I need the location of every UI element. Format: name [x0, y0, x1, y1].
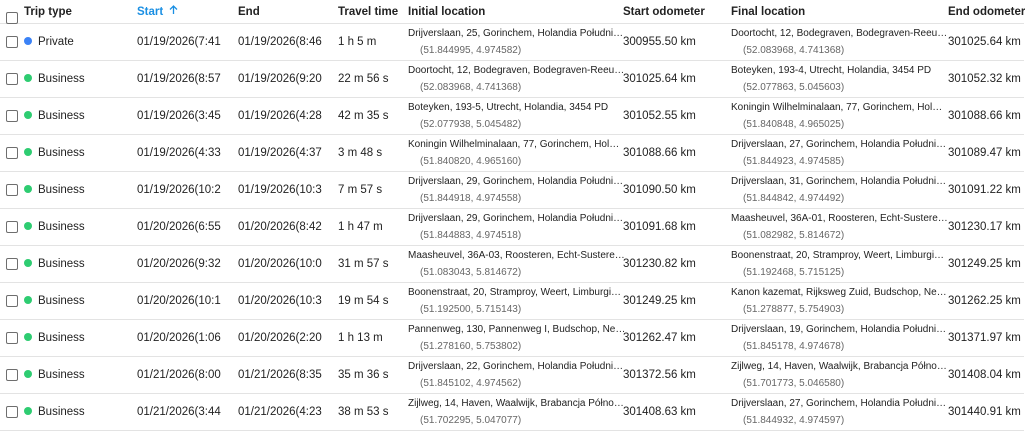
start-odometer: 301372.56 km	[623, 369, 696, 381]
end-odometer: 301025.64 km	[948, 36, 1021, 48]
end-odometer: 301371.97 km	[948, 332, 1021, 344]
end-time: 01/19/2026(9:20	[238, 73, 322, 85]
end-odometer: 301088.66 km	[948, 110, 1021, 122]
start-odometer: 301090.50 km	[623, 184, 696, 196]
trip-type-cell	[24, 246, 109, 282]
start-odometer: 301088.66 km	[623, 147, 696, 159]
final-coordinates: (52.077863, 5.045603)	[743, 82, 845, 93]
travel-time: 1 h 13 m	[338, 332, 383, 344]
start-time: 01/19/2026(3:45	[137, 110, 221, 122]
col-final-location[interactable]: Final location	[731, 6, 806, 18]
initial-coordinates: (51.844918, 4.974558)	[420, 193, 522, 204]
trip-type-dot-icon	[24, 407, 32, 415]
initial-address: Drijverslaan, 29, Gorinchem, Holandia Południ…	[408, 176, 624, 187]
initial-coordinates: (52.083968, 4.741368)	[420, 82, 522, 93]
travel-time: 1 h 5 m	[338, 36, 377, 48]
initial-location	[408, 24, 624, 60]
final-coordinates: (51.278877, 5.754903)	[743, 304, 845, 315]
final-coordinates: (51.845178, 4.974678)	[743, 341, 845, 352]
end-odometer: 301249.25 km	[948, 258, 1021, 270]
trip-type-dot-icon	[24, 259, 32, 267]
start-time: 01/19/2026(10:2	[137, 184, 221, 196]
final-location	[731, 320, 947, 356]
table-row[interactable]	[0, 135, 1024, 172]
end-time: 01/19/2026(10:3	[238, 184, 322, 196]
trip-type-cell	[24, 320, 109, 356]
final-address: Drijverslaan, 19, Gorinchem, Holandia Południ…	[731, 324, 947, 335]
end-odometer: 301262.25 km	[948, 295, 1021, 307]
initial-address: Drijverslaan, 29, Gorinchem, Holandia Południ…	[408, 213, 624, 224]
final-location	[731, 357, 947, 393]
table-row[interactable]	[0, 357, 1024, 394]
table-row[interactable]	[0, 320, 1024, 357]
trip-type-cell	[24, 61, 109, 97]
trip-type-cell	[24, 172, 109, 208]
end-odometer: 301230.17 km	[948, 221, 1021, 233]
end-time: 01/20/2026(10:0	[238, 258, 322, 270]
row-checkbox[interactable]	[6, 73, 18, 85]
travel-time: 38 m 53 s	[338, 406, 389, 418]
end-time: 01/21/2026(4:23	[238, 406, 322, 418]
initial-coordinates: (52.077938, 5.045482)	[420, 119, 522, 130]
trip-type-cell	[24, 135, 109, 171]
final-location	[731, 61, 932, 97]
col-trip-type[interactable]: Trip type	[24, 6, 72, 18]
trip-type-cell	[24, 283, 109, 319]
final-coordinates: (51.701773, 5.046580)	[743, 378, 845, 389]
final-location	[731, 394, 947, 430]
trip-type-label: Business	[38, 332, 85, 344]
col-travel-time[interactable]: Travel time	[338, 6, 399, 18]
final-address: Koningin Wilhelminalaan, 77, Gorinchem, Hol…	[731, 102, 943, 113]
initial-location	[408, 98, 608, 134]
row-checkbox[interactable]	[6, 147, 18, 159]
end-odometer: 301440.91 km	[948, 406, 1021, 418]
end-time: 01/20/2026(10:3	[238, 295, 322, 307]
final-location	[731, 24, 948, 60]
initial-address: Maasheuvel, 36A-03, Roosteren, Echt-Sustere…	[408, 250, 625, 261]
col-start-odometer[interactable]: Start odometer	[623, 6, 705, 18]
final-coordinates: (51.082982, 5.814672)	[743, 230, 845, 241]
initial-coordinates: (51.844995, 4.974582)	[420, 45, 522, 56]
trip-type-dot-icon	[24, 296, 32, 304]
initial-location	[408, 172, 624, 208]
final-address: Boteyken, 193-4, Utrecht, Holandia, 3454 PD	[731, 65, 932, 76]
final-coordinates: (51.840848, 4.965025)	[743, 119, 845, 130]
trip-type-label: Business	[38, 184, 85, 196]
final-location	[731, 135, 947, 171]
start-time: 01/19/2026(8:57	[137, 73, 221, 85]
trip-type-label: Business	[38, 221, 85, 233]
start-time: 01/20/2026(6:55	[137, 221, 221, 233]
end-odometer: 301091.22 km	[948, 184, 1021, 196]
travel-time: 31 m 57 s	[338, 258, 389, 270]
row-checkbox[interactable]	[6, 221, 18, 233]
initial-location	[408, 283, 622, 319]
initial-location	[408, 394, 624, 430]
table-row[interactable]	[0, 394, 1024, 431]
end-odometer: 301052.32 km	[948, 73, 1021, 85]
travel-time: 42 m 35 s	[338, 110, 389, 122]
trip-type-dot-icon	[24, 222, 32, 230]
row-checkbox[interactable]	[6, 110, 18, 122]
table-row[interactable]	[0, 98, 1024, 135]
trip-type-label: Business	[38, 295, 85, 307]
initial-location	[408, 246, 625, 282]
trip-type-dot-icon	[24, 370, 32, 378]
table-header	[0, 0, 1024, 24]
trip-type-cell	[24, 357, 109, 393]
travel-time: 35 m 36 s	[338, 369, 389, 381]
col-end-odometer[interactable]: End odometer	[948, 6, 1025, 18]
start-time: 01/20/2026(9:32	[137, 258, 221, 270]
col-initial-location[interactable]: Initial location	[408, 6, 486, 18]
final-coordinates: (51.192468, 5.715125)	[743, 267, 845, 278]
col-end[interactable]: End	[238, 6, 260, 18]
travel-time: 1 h 47 m	[338, 221, 383, 233]
row-checkbox[interactable]	[6, 406, 18, 418]
final-coordinates: (51.844842, 4.974492)	[743, 193, 845, 204]
end-time: 01/21/2026(8:35	[238, 369, 322, 381]
final-address: Zijlweg, 14, Haven, Waalwijk, Brabancja Półno…	[731, 361, 947, 372]
initial-coordinates: (51.083043, 5.814672)	[420, 267, 522, 278]
trip-type-cell	[24, 98, 109, 134]
initial-address: Boteyken, 193-5, Utrecht, Holandia, 3454 PD	[408, 102, 609, 113]
table-row[interactable]	[0, 172, 1024, 209]
arrow-up-icon	[169, 0, 178, 24]
final-location	[731, 209, 948, 245]
trip-type-cell	[24, 24, 109, 60]
end-time: 01/19/2026(8:46	[238, 36, 322, 48]
start-odometer: 301262.47 km	[623, 332, 696, 344]
initial-address: Drijverslaan, 22, Gorinchem, Holandia Południ…	[408, 361, 624, 372]
trip-type-label: Business	[38, 258, 85, 270]
initial-address: Drijverslaan, 25, Gorinchem, Holandia Południ…	[408, 28, 624, 39]
initial-location	[408, 320, 626, 356]
trip-type-label: Business	[38, 147, 85, 159]
final-coordinates: (52.083968, 4.741368)	[743, 45, 845, 56]
end-time: 01/19/2026(4:37	[238, 147, 322, 159]
initial-coordinates: (51.278160, 5.753802)	[420, 341, 522, 352]
final-address: Drijverslaan, 27, Gorinchem, Holandia Południ…	[731, 139, 947, 150]
start-odometer: 301249.25 km	[623, 295, 696, 307]
final-address: Drijverslaan, 31, Gorinchem, Holandia Południ…	[731, 176, 947, 187]
table-row[interactable]	[0, 209, 1024, 246]
trip-type-label: Business	[38, 369, 85, 381]
col-start[interactable]	[137, 0, 221, 23]
initial-coordinates: (51.702295, 5.047077)	[420, 415, 522, 426]
initial-location	[408, 61, 625, 97]
start-odometer: 300955.50 km	[623, 36, 696, 48]
trip-type-cell	[24, 394, 109, 430]
table-row[interactable]	[0, 61, 1024, 98]
travel-time: 19 m 54 s	[338, 295, 389, 307]
final-location	[731, 283, 947, 319]
trip-type-label: Business	[38, 73, 85, 85]
initial-location	[408, 135, 620, 171]
travel-time: 22 m 56 s	[338, 73, 389, 85]
initial-address: Boonenstraat, 20, Stramproy, Weert, Limburgi…	[408, 287, 622, 298]
row-checkbox[interactable]	[6, 184, 18, 196]
start-odometer: 301408.63 km	[623, 406, 696, 418]
start-time: 01/19/2026(4:33	[137, 147, 221, 159]
final-address: Kanon kazemat, Rijksweg Zuid, Budschop, Ne…	[731, 287, 947, 298]
initial-coordinates: (51.845102, 4.974562)	[420, 378, 522, 389]
select-all-checkbox[interactable]	[6, 12, 18, 24]
initial-location	[408, 357, 624, 393]
trip-type-label: Business	[38, 110, 85, 122]
end-odometer: 301089.47 km	[948, 147, 1021, 159]
row-checkbox[interactable]	[6, 369, 18, 381]
table-row[interactable]	[0, 246, 1024, 283]
final-address: Boonenstraat, 20, Stramproy, Weert, Limburgi…	[731, 250, 945, 261]
start-odometer: 301091.68 km	[623, 221, 696, 233]
table-row[interactable]	[0, 283, 1024, 320]
row-checkbox[interactable]	[6, 332, 18, 344]
initial-location	[408, 209, 624, 245]
row-checkbox[interactable]	[6, 258, 18, 270]
trip-type-dot-icon	[24, 37, 32, 45]
end-time: 01/20/2026(8:42	[238, 221, 322, 233]
start-odometer: 301230.82 km	[623, 258, 696, 270]
initial-address: Pannenweg, 130, Pannenweg I, Budschop, Ne…	[408, 324, 626, 335]
start-time: 01/19/2026(7:41	[137, 36, 221, 48]
final-address: Doortocht, 12, Bodegraven, Bodegraven-Reeu…	[731, 28, 948, 39]
trip-type-cell	[24, 209, 109, 245]
end-time: 01/20/2026(2:20	[238, 332, 322, 344]
initial-address: Koningin Wilhelminalaan, 77, Gorinchem, Hol…	[408, 139, 620, 150]
trip-type-dot-icon	[24, 333, 32, 341]
final-coordinates: (51.844923, 4.974585)	[743, 156, 845, 167]
final-location	[731, 98, 943, 134]
trip-type-dot-icon	[24, 148, 32, 156]
trip-type-label: Business	[38, 406, 85, 418]
start-time: 01/20/2026(1:06	[137, 332, 221, 344]
travel-time: 3 m 48 s	[338, 147, 383, 159]
end-time: 01/19/2026(4:28	[238, 110, 322, 122]
start-odometer: 301052.55 km	[623, 110, 696, 122]
initial-address: Zijlweg, 14, Haven, Waalwijk, Brabancja Półno…	[408, 398, 624, 409]
final-address: Drijverslaan, 27, Gorinchem, Holandia Południ…	[731, 398, 947, 409]
final-location	[731, 172, 947, 208]
end-odometer: 301408.04 km	[948, 369, 1021, 381]
final-address: Maasheuvel, 36A-01, Roosteren, Echt-Sustere…	[731, 213, 948, 224]
final-location	[731, 246, 945, 282]
row-checkbox[interactable]	[6, 295, 18, 307]
trip-type-dot-icon	[24, 185, 32, 193]
initial-coordinates: (51.844883, 4.974518)	[420, 230, 522, 241]
col-start-label: Start	[137, 6, 164, 18]
start-odometer: 301025.64 km	[623, 73, 696, 85]
initial-coordinates: (51.840820, 4.965160)	[420, 156, 522, 167]
start-time: 01/21/2026(8:00	[137, 369, 221, 381]
initial-address: Doortocht, 12, Bodegraven, Bodegraven-Reeu…	[408, 65, 625, 76]
start-time: 01/20/2026(10:1	[137, 295, 221, 307]
final-coordinates: (51.844932, 4.974597)	[743, 415, 845, 426]
trip-type-dot-icon	[24, 111, 32, 119]
initial-coordinates: (51.192500, 5.715143)	[420, 304, 522, 315]
table-row[interactable]	[0, 24, 1024, 61]
trip-type-dot-icon	[24, 74, 32, 82]
start-time: 01/21/2026(3:44	[137, 406, 221, 418]
trip-type-label: Private	[38, 36, 74, 48]
row-checkbox[interactable]	[6, 36, 18, 48]
travel-time: 7 m 57 s	[338, 184, 383, 196]
